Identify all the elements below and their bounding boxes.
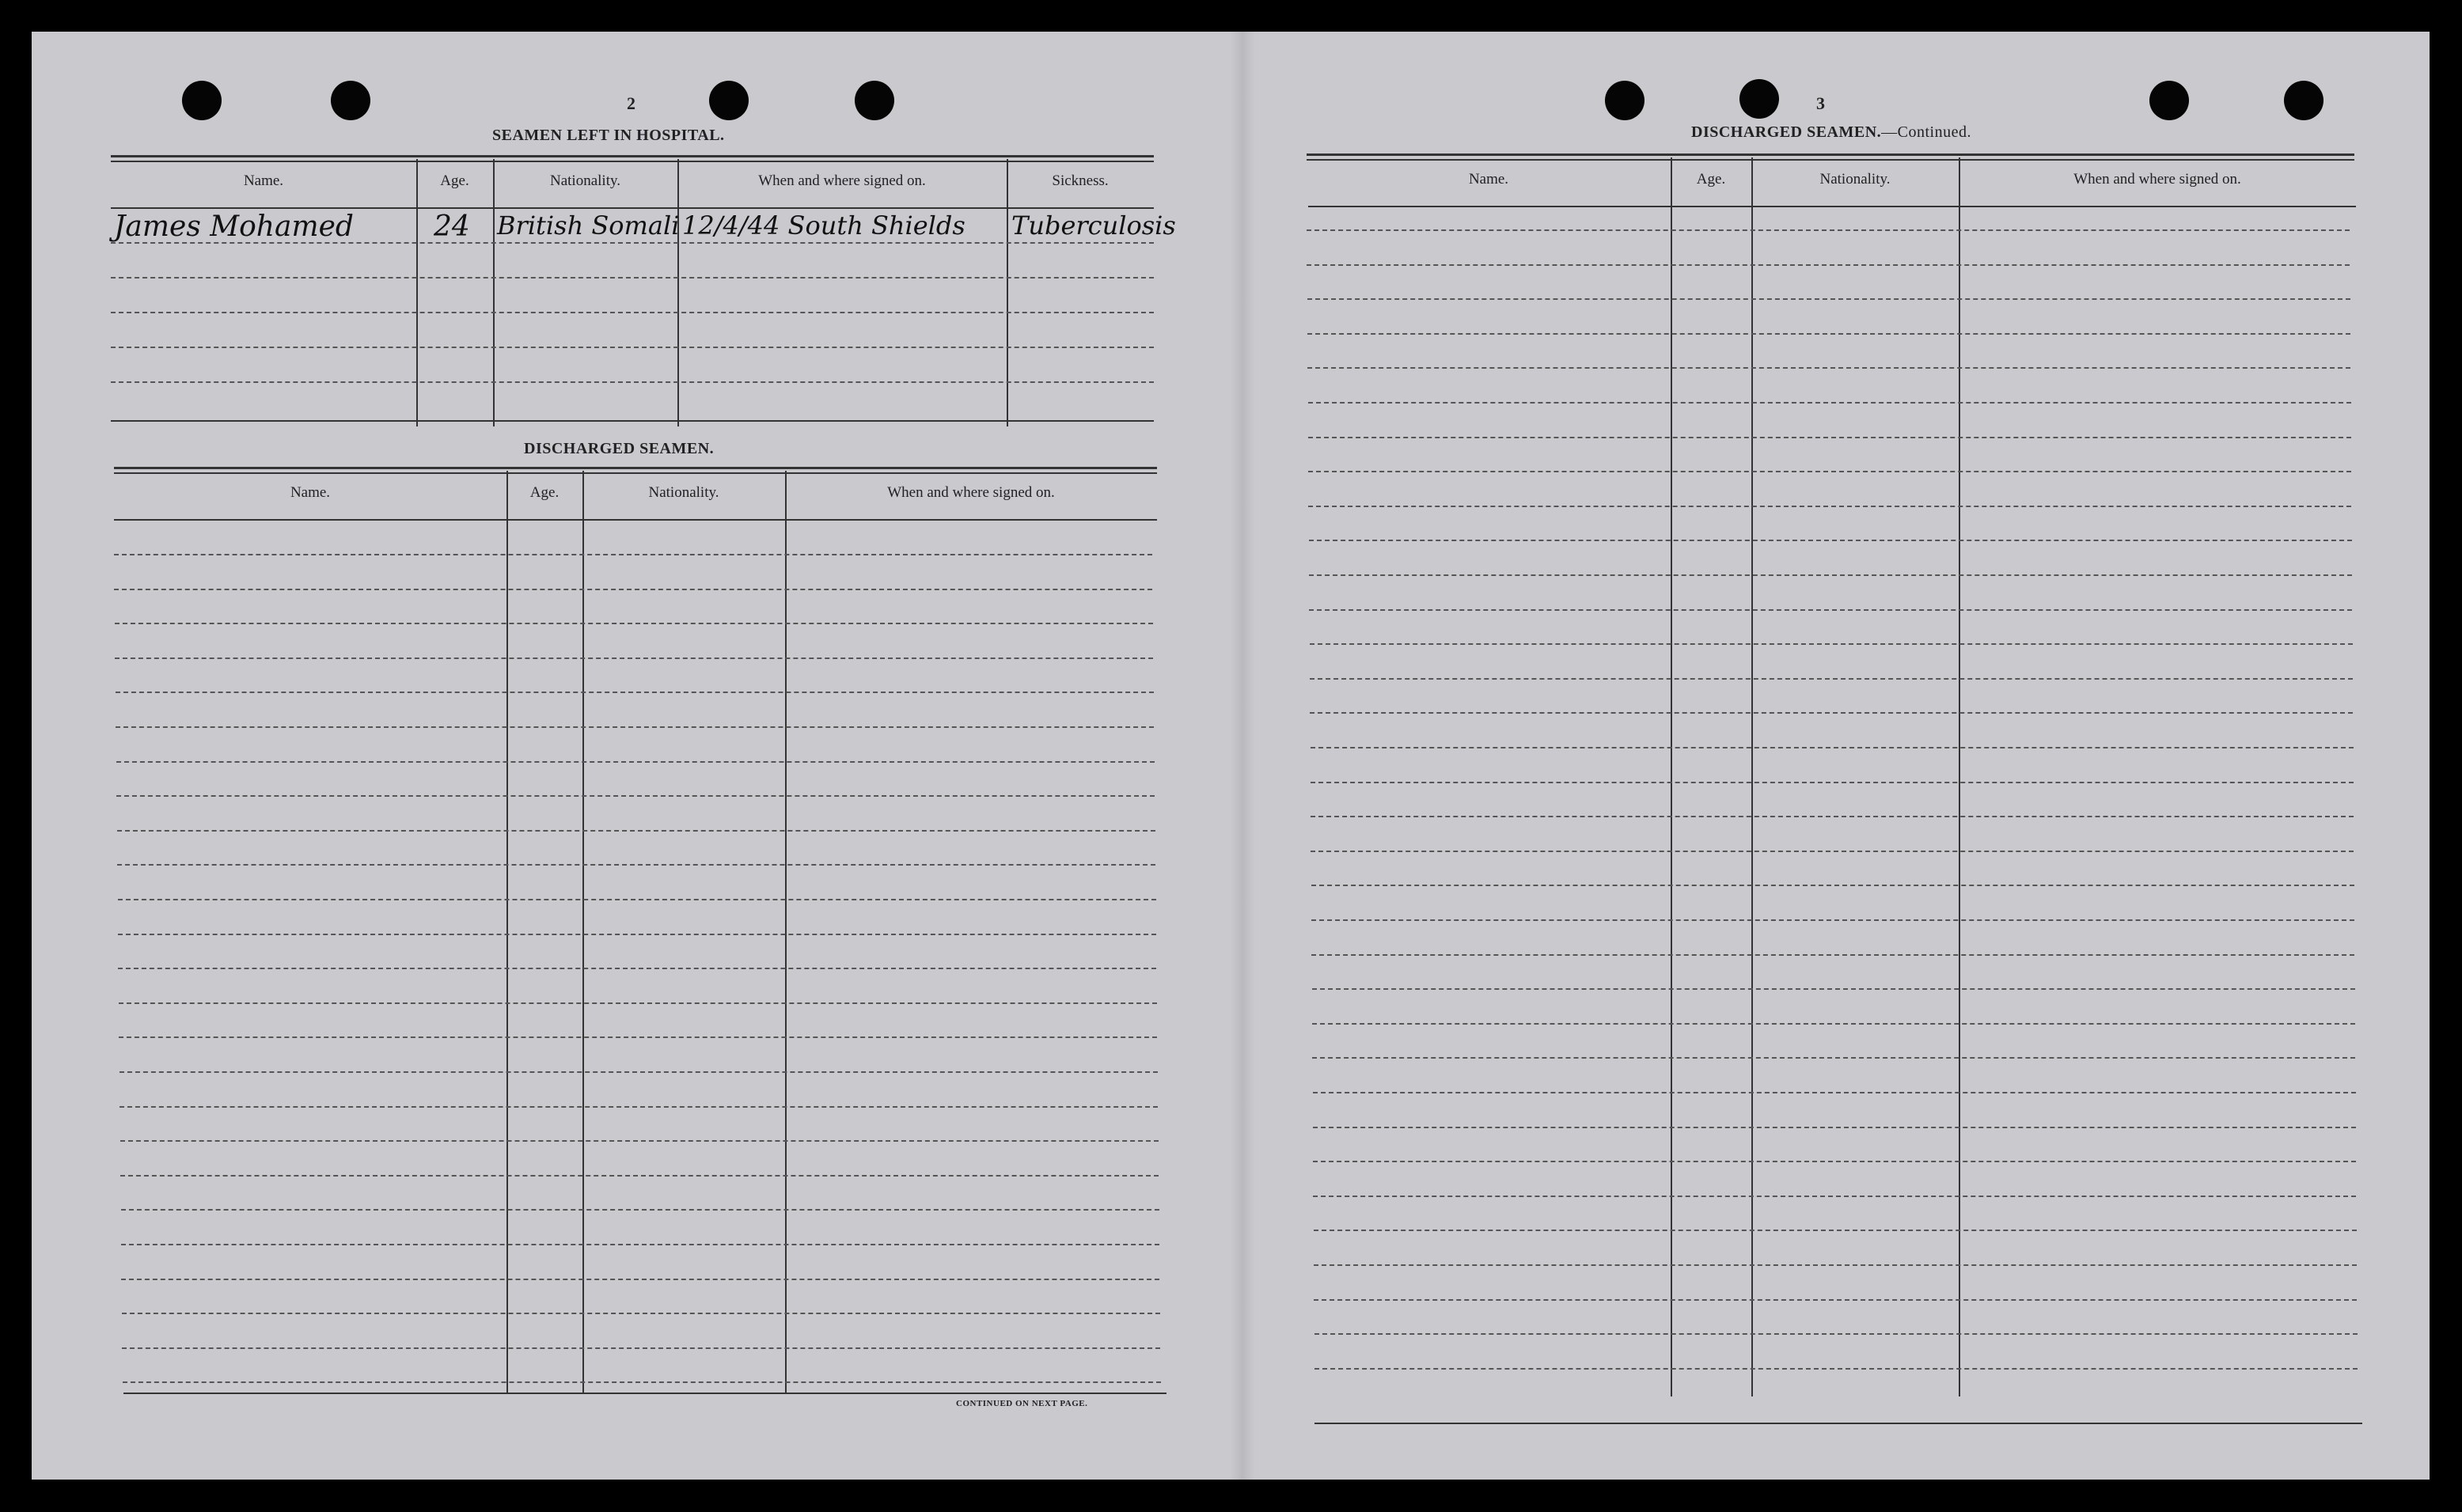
blank-row-line (1310, 678, 2353, 680)
hospital-entry-nationality: British Somali (497, 210, 680, 241)
hospital-table (111, 155, 1187, 456)
blank-row-line (1307, 333, 2350, 335)
continued-note: CONTINUED ON NEXT PAGE. (956, 1399, 1088, 1408)
col-header-nationality: Nationality. (550, 172, 620, 189)
left-page (32, 32, 1231, 1480)
blank-row-line (117, 864, 1155, 866)
blank-row-line (1312, 1023, 2355, 1025)
blank-row-line (118, 934, 1156, 935)
hospital-entry-name: James Mohamed (114, 210, 354, 243)
blank-row-line (121, 1209, 1159, 1211)
blank-row-line (1310, 643, 2353, 645)
col-header-age: Age. (1696, 171, 1726, 188)
right-page (1254, 32, 2430, 1480)
blank-row-line (119, 1036, 1157, 1038)
blank-row-line (115, 657, 1153, 659)
discharged-section-title: DISCHARGED SEAMEN. (524, 440, 715, 457)
blank-row-line (1313, 1196, 2356, 1197)
blank-row-line (1308, 506, 2351, 507)
blank-row-line (1311, 816, 2354, 817)
blank-row-line (122, 1313, 1160, 1314)
blank-row-line (1310, 712, 2353, 714)
blank-row-line (1314, 1264, 2357, 1266)
col-header-name: Name. (243, 172, 284, 189)
blank-row-line (123, 1381, 1161, 1383)
blank-row-line (120, 1140, 1159, 1142)
blank-row-line (1313, 1092, 2356, 1093)
blank-row-line (119, 1071, 1158, 1073)
blank-row-line (118, 899, 1156, 900)
blank-row-line (115, 623, 1153, 624)
blank-row-line (1314, 1368, 2358, 1370)
discharged-continued-title (1691, 123, 1971, 142)
col-header-nationality: Nationality. (648, 484, 719, 501)
blank-row-line (1309, 609, 2352, 611)
col-header-signed-on: When and where signed on. (887, 484, 1055, 501)
blank-row-line (1314, 1230, 2357, 1231)
blank-row-line (1311, 885, 2354, 886)
blank-row-line (1308, 437, 2351, 438)
blank-row-line (1313, 1127, 2356, 1128)
blank-row-line (116, 761, 1155, 763)
blank-row-line (1312, 1057, 2355, 1059)
blank-row-line (1307, 264, 2350, 266)
blank-row-line (1314, 1333, 2358, 1335)
blank-row-line (1311, 782, 2354, 783)
col-header-signed-on: When and where signed on. (2073, 171, 2241, 188)
blank-row-line (1313, 1161, 2356, 1162)
blank-row-line (1311, 851, 2354, 852)
hospital-entry-sickness: Tuberculosis (1011, 210, 1176, 241)
col-header-age: Age. (529, 484, 560, 501)
blank-row-line (119, 1106, 1158, 1108)
col-header-name: Name. (290, 484, 331, 501)
blank-row-line (1311, 954, 2354, 956)
blank-row-line (122, 1347, 1160, 1349)
discharged-continued-label: DISCHARGED SEAMEN. (1691, 123, 1882, 141)
col-header-signed-on: When and where signed on. (758, 172, 926, 189)
continued-suffix: —Continued. (1881, 123, 1971, 141)
col-header-sickness: Sickness. (1052, 172, 1109, 189)
page-number: 2 (627, 93, 635, 113)
discharged-table (114, 467, 1206, 1448)
blank-row-line (1308, 471, 2351, 472)
hospital-entry-age: 24 (434, 210, 470, 243)
blank-row-line (1309, 540, 2352, 541)
col-header-nationality: Nationality. (1819, 171, 1891, 188)
blank-row-line (1308, 402, 2351, 404)
blank-row-line (116, 692, 1154, 693)
col-header-age: Age. (440, 172, 469, 189)
blank-row-line (118, 968, 1156, 969)
col-header-name: Name. (1468, 171, 1509, 188)
blank-row-line (1314, 1299, 2357, 1301)
blank-row-line (1311, 919, 2354, 921)
hospital-section-title: SEAMEN LEFT IN HOSPITAL. (492, 127, 725, 144)
blank-row-line (1312, 988, 2355, 990)
hospital-entry-signed-on: 12/4/44 South Shields (682, 210, 965, 241)
blank-row-line (114, 554, 1152, 555)
blank-row-line (1309, 574, 2352, 576)
blank-row-line (121, 1244, 1159, 1245)
blank-row-line (1311, 747, 2354, 748)
page-number: 3 (1816, 93, 1825, 113)
blank-row-line (120, 1175, 1159, 1177)
blank-row-line (116, 795, 1155, 797)
blank-row-line (1307, 298, 2350, 300)
blank-row-line (117, 830, 1155, 832)
blank-row-line (116, 726, 1154, 728)
blank-row-line (121, 1279, 1159, 1280)
blank-row-line (114, 589, 1152, 590)
discharged-continued-table (1307, 153, 2407, 1435)
blank-row-line (1307, 229, 2350, 231)
blank-row-line (1307, 367, 2350, 369)
blank-row-line (119, 1002, 1157, 1004)
document-sheet (32, 32, 2430, 1480)
page-fold (1231, 32, 1254, 1480)
